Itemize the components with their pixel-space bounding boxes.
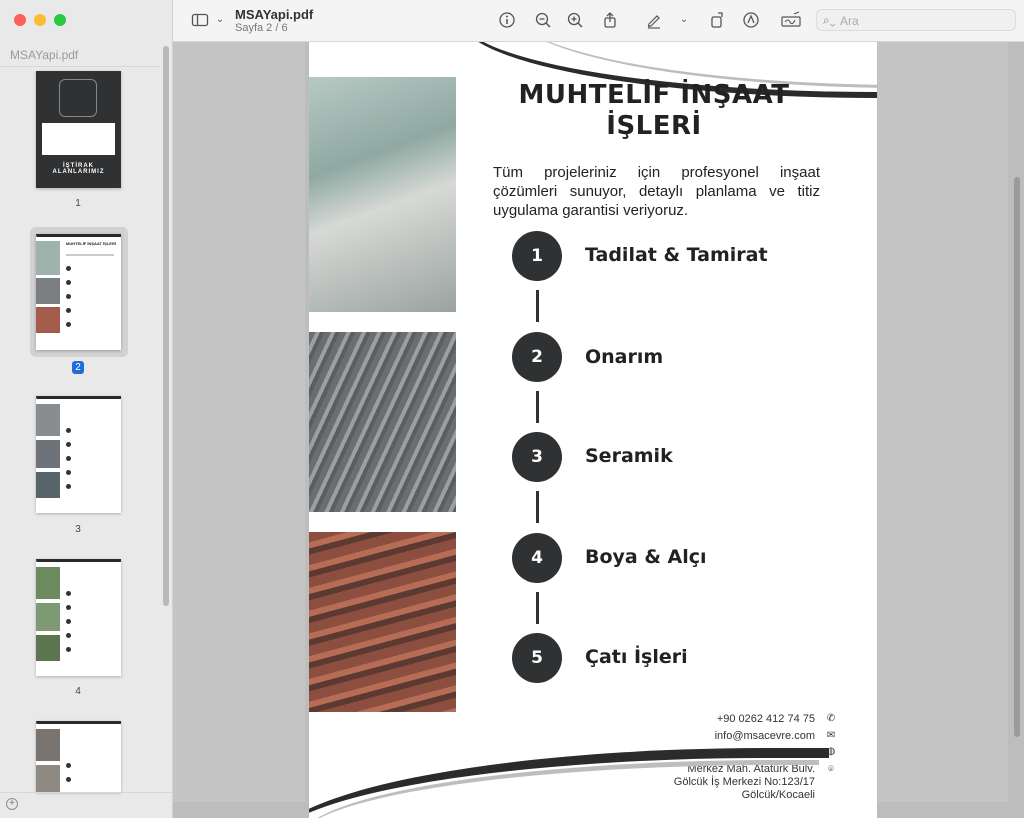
thumbnail-dot: [66, 763, 71, 768]
highlight-icon[interactable]: [742, 11, 760, 29]
mail-icon: ✉: [826, 730, 836, 741]
step-label-3: Seramik: [585, 445, 673, 467]
decorative-swoosh-bottom: [309, 748, 829, 818]
search-placeholder: Ara: [840, 14, 859, 28]
thumbnail-photo: [36, 635, 60, 661]
thumbnail-number-3: 3: [75, 524, 81, 535]
search-icon: ⌕⌄: [823, 13, 836, 27]
chevron-down-icon[interactable]: ⌄: [679, 14, 689, 25]
page-indicator: Sayfa 2 / 6: [235, 22, 288, 34]
thumbnail-dot: [66, 280, 71, 285]
thumbnail-dot: [66, 456, 71, 461]
close-window-button[interactable]: [14, 14, 26, 26]
minimize-window-button[interactable]: [34, 14, 46, 26]
info-icon[interactable]: [498, 11, 516, 29]
thumbnail-photo: [36, 472, 60, 498]
page-thumbnail-2[interactable]: [36, 234, 121, 350]
thumbnail-dot: [66, 322, 71, 327]
contact-email: info@msacevre.com: [714, 730, 815, 742]
thumbnail-title: MUHTELİF İNŞAAT İŞLERİ: [66, 241, 116, 246]
sidebar-toggle-icon[interactable]: [191, 11, 209, 29]
thumbnail-photo: [36, 729, 60, 761]
thumbnail-swoosh: [36, 559, 121, 567]
ceiling-renovation-photo: [309, 77, 456, 312]
sidebar-divider: [0, 66, 160, 67]
chevron-down-icon[interactable]: ⌄: [215, 14, 225, 25]
thumbnail-cover-text: İŞTİRAK ALANLARIMIZ: [52, 163, 105, 175]
zoom-in-icon[interactable]: [566, 11, 584, 29]
globe-icon: ◍: [826, 746, 836, 757]
step-connector: [536, 592, 539, 624]
location-pin-icon: ⌾: [828, 764, 834, 775]
thumbnail-dot: [66, 428, 71, 433]
page-thumbnail-5[interactable]: [36, 721, 121, 792]
toolbar: [173, 0, 1024, 42]
thumbnail-number-1: 1: [75, 198, 81, 209]
thumbnail-photo: [36, 567, 60, 599]
contact-website: msacevre.com: [743, 746, 815, 758]
step-number-5: 5: [512, 633, 562, 683]
thumbnail-text-line: [66, 254, 114, 256]
markup-pen-icon[interactable]: [645, 11, 663, 29]
thumbnail-photo: [36, 603, 60, 631]
contact-address-line-3: Gölcük/Kocaeli: [741, 789, 815, 801]
roof-tiles-photo: [309, 532, 456, 712]
phone-icon: ✆: [826, 713, 836, 724]
thumbnail-photo: [36, 765, 60, 792]
thumbnail-dot: [66, 591, 71, 596]
pdf-page: [309, 42, 877, 818]
step-label-2: Onarım: [585, 346, 664, 368]
step-number-4: 4: [512, 533, 562, 583]
step-connector: [536, 391, 539, 423]
step-number-2: 2: [512, 332, 562, 382]
step-connector: [536, 491, 539, 523]
page-thumbnail-1[interactable]: [36, 71, 121, 188]
document-view[interactable]: [173, 42, 1024, 818]
thumbnail-dot: [66, 484, 71, 489]
thumbnail-sidebar: [0, 0, 173, 818]
thumbnail-dot: [66, 619, 71, 624]
search-input[interactable]: [816, 9, 1016, 31]
thumbnail-dot: [66, 294, 71, 299]
page-title: MUHTELİF İNŞAAT İŞLERİ: [518, 80, 790, 141]
step-number-1: 1: [512, 231, 562, 281]
tile-adhesive-photo: [309, 332, 456, 512]
thumbnail-dot: [66, 442, 71, 447]
thumbnail-photo: [36, 404, 60, 436]
rotate-icon[interactable]: [708, 11, 726, 29]
thumbnail-dot: [66, 777, 71, 782]
thumbnail-info-box: [42, 123, 115, 155]
step-connector: [536, 290, 539, 322]
zoom-out-icon[interactable]: [534, 11, 552, 29]
thumbnail-photo: [36, 241, 60, 275]
step-number-3: 3: [512, 432, 562, 482]
contact-address-line-2: Gölcük İş Merkezi No:123/17: [673, 776, 815, 788]
step-label-5: Çatı İşleri: [585, 646, 688, 668]
document-title: MSAYapi.pdf: [235, 7, 314, 22]
page-background-left: [173, 42, 305, 802]
sidebar-scrollbar[interactable]: [163, 46, 169, 606]
thumbnail-dot: [66, 605, 71, 610]
thumbnail-number-2: 2: [72, 361, 84, 374]
thumbnail-dot: [66, 308, 71, 313]
thumbnail-dot: [66, 633, 71, 638]
contact-address-line-1: Merkez Mah. Atatürk Bulv.: [687, 763, 815, 775]
step-label-1: Tadilat & Tamirat: [585, 244, 768, 266]
thumbnail-swoosh: [36, 396, 121, 404]
window-controls: [14, 14, 66, 26]
sidebar-document-title: MSAYapi.pdf: [10, 48, 79, 62]
thumbnail-photo: [36, 278, 60, 304]
share-icon[interactable]: [601, 11, 619, 29]
thumbnail-dot: [66, 647, 71, 652]
thumbnail-dot: [66, 470, 71, 475]
thumbnail-photo: [36, 307, 60, 333]
thumbnail-swoosh: [36, 721, 121, 729]
page-thumbnail-4[interactable]: [36, 559, 121, 676]
zoom-window-button[interactable]: [54, 14, 66, 26]
page-background-right: [878, 42, 1008, 802]
sidebar-bottom-divider: [0, 792, 173, 793]
page-description: Tüm projeleriniz için profesyonel inşaat çözümleri sunuyor, detaylı planlama ve titiz uygulama garantisi veriyoruz.: [493, 164, 820, 219]
step-label-4: Boya & Alçı: [585, 546, 707, 568]
thumbnail-photo: [36, 440, 60, 468]
signature-icon[interactable]: [781, 11, 799, 29]
thumbnail-number-4: 4: [75, 686, 81, 697]
page-thumbnail-3[interactable]: [36, 396, 121, 513]
add-page-icon[interactable]: +: [6, 798, 18, 810]
thumbnail-dot: [66, 266, 71, 271]
logo-icon: [59, 79, 97, 117]
document-scrollbar[interactable]: [1014, 177, 1020, 737]
contact-phone: +90 0262 412 74 75: [716, 713, 815, 725]
